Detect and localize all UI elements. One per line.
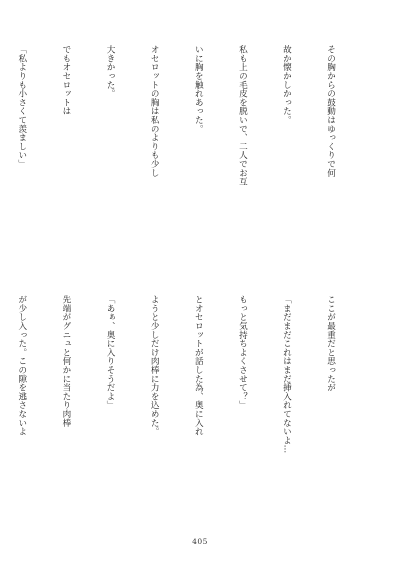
text-column: ようと少しだけ肉棒に力を込めた。 [149,295,160,436]
text-column: 「私よりも小さくて羨ましい」 [16,45,27,169]
text-column: その胸からの鼓動はゆっくりで何 [325,45,336,177]
text-column: 故か懐かしかった。 [281,45,292,125]
text-column: もっと気持ちよくさせて？」 [237,295,248,410]
text-column: オセロットの胸は私のよりも少し [149,45,160,177]
text-column: 「あぁ、奥に入りそうだよ」 [105,295,116,410]
text-column: とオセロットが話した為、奥に入れ [193,295,204,436]
text-block-top [16,45,367,277]
text-column: 「まだまだこれはまだ挿入れてないよ… [281,295,292,454]
text-column: 私も上の毛皮を脱いで、二人でお互 [237,45,248,186]
page-number: 405 [192,537,208,546]
text-column: が少し入った。この隙を逃さないよ [16,295,27,436]
text-column: いに胸を触れあった。 [193,45,204,133]
text-column: 先端がグニュと何かに当たり肉棒 [60,295,71,427]
text-column: でもオセロットは [60,45,71,116]
text-block-bottom [16,295,367,519]
text-column: 大きかった。 [105,45,116,98]
text-column: ここが最重だと思ったが [325,295,336,392]
